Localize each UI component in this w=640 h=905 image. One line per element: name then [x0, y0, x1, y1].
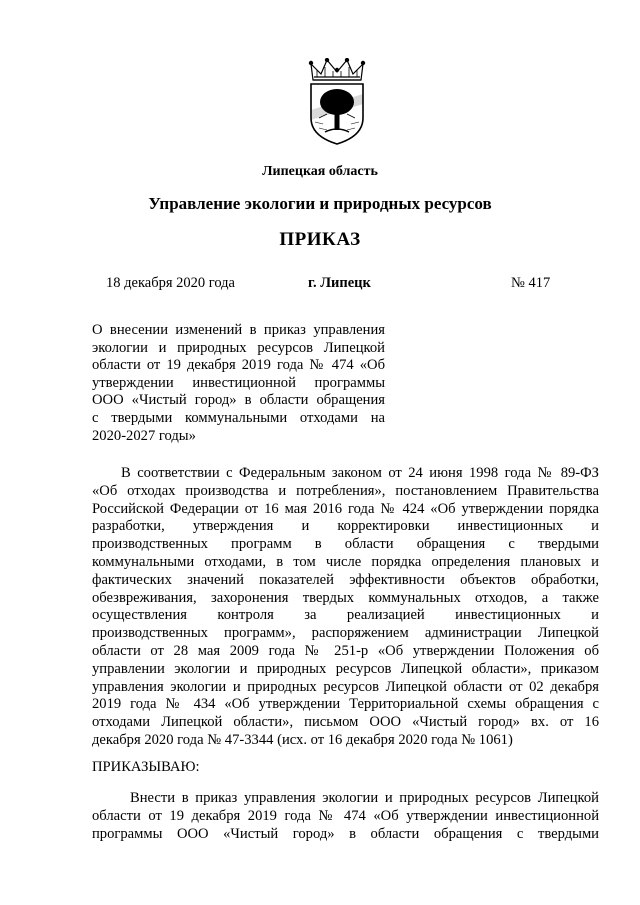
clause-line: программы ООО «Чистый город» в области обращения с твердыми	[92, 825, 599, 842]
subject-line: утверждении инвестиционной программы	[92, 374, 385, 391]
order-directive-word: ПРИКАЗЫВАЮ:	[92, 759, 200, 775]
body-line: разработки, утверждения и корректировки инвестиционных и	[92, 518, 599, 535]
oak-tree-icon	[319, 89, 355, 132]
subject-line: экологии и природных ресурсов Липецкой	[92, 339, 385, 356]
coat-of-arms-emblem	[305, 58, 369, 146]
subject-line: с твердыми коммунальными отходами на	[92, 409, 385, 426]
body-line: Российской Федерации от 16 мая 2016 года № 424 «Об утверждении порядка	[92, 500, 599, 517]
order-subject	[92, 322, 385, 445]
subject-line: ООО «Чистый город» в области обращения	[92, 392, 385, 409]
subject-line: О внесении изменений в приказ управления	[92, 322, 385, 338]
department-name: Управление экологии и природных ресурсов	[148, 194, 492, 213]
body-line: производственных программ в области обращения с твердыми	[92, 536, 599, 553]
region-name: Липецкая область	[262, 164, 378, 179]
preamble-paragraph	[92, 465, 599, 750]
body-line: управления экологии и природных ресурсов Липецкой области от 02 декабря	[92, 678, 599, 695]
body-line: осуществления контроля за реализацией инвестиционных и	[92, 607, 599, 624]
body-line: обезвреживания, захоронения твердых коммунальных отходов, а также	[92, 589, 599, 606]
body-line: фактических значений показателей эффективности объектов обработки,	[92, 571, 599, 588]
body-line: отходами Липецкой области», письмом ООО «Чистый город» вх. от 16	[92, 714, 599, 731]
order-clause	[92, 790, 599, 843]
body-line: 2019 года № 434 «Об утверждении Территориальной схемы обращения с	[92, 696, 599, 713]
crown-icon	[309, 58, 364, 80]
body-line: управлении экологии и природных ресурсов Липецкой области», приказом	[92, 660, 599, 677]
body-line: «Об отходах производства и потребления», постановлением Правительства	[92, 482, 599, 499]
document-type-title: ПРИКАЗ	[279, 229, 361, 250]
body-line: декабря 2020 года № 47-3344 (исх. от 16 декабря 2020 года № 1061)	[92, 731, 513, 748]
subject-line: области от 19 декабря 2019 года № 474 «Об	[92, 357, 385, 374]
body-line: области от 28 мая 2009 года № 251-р «Об утверждении Положения об	[92, 642, 599, 659]
clause-line: области от 19 декабря 2019 года № 474 «Об утверждении инвестиционной	[92, 807, 599, 824]
order-number: № 417	[511, 275, 551, 291]
clause-line: Внести в приказ управления экологии и природных ресурсов Липецкой	[130, 790, 599, 806]
body-line: В соответствии с Федеральным законом от 24 июня 1998 года № 89-ФЗ	[121, 465, 599, 481]
order-date: 18 декабря 2020 года	[106, 275, 235, 291]
body-line: производственных программ», распоряжением администрации Липецкой	[92, 625, 599, 642]
body-line: коммунальными отходами, в том числе порядка определения плановых и	[92, 553, 599, 570]
subject-line: 2020-2027 годы»	[92, 427, 196, 444]
order-city: г. Липецк	[308, 275, 371, 291]
